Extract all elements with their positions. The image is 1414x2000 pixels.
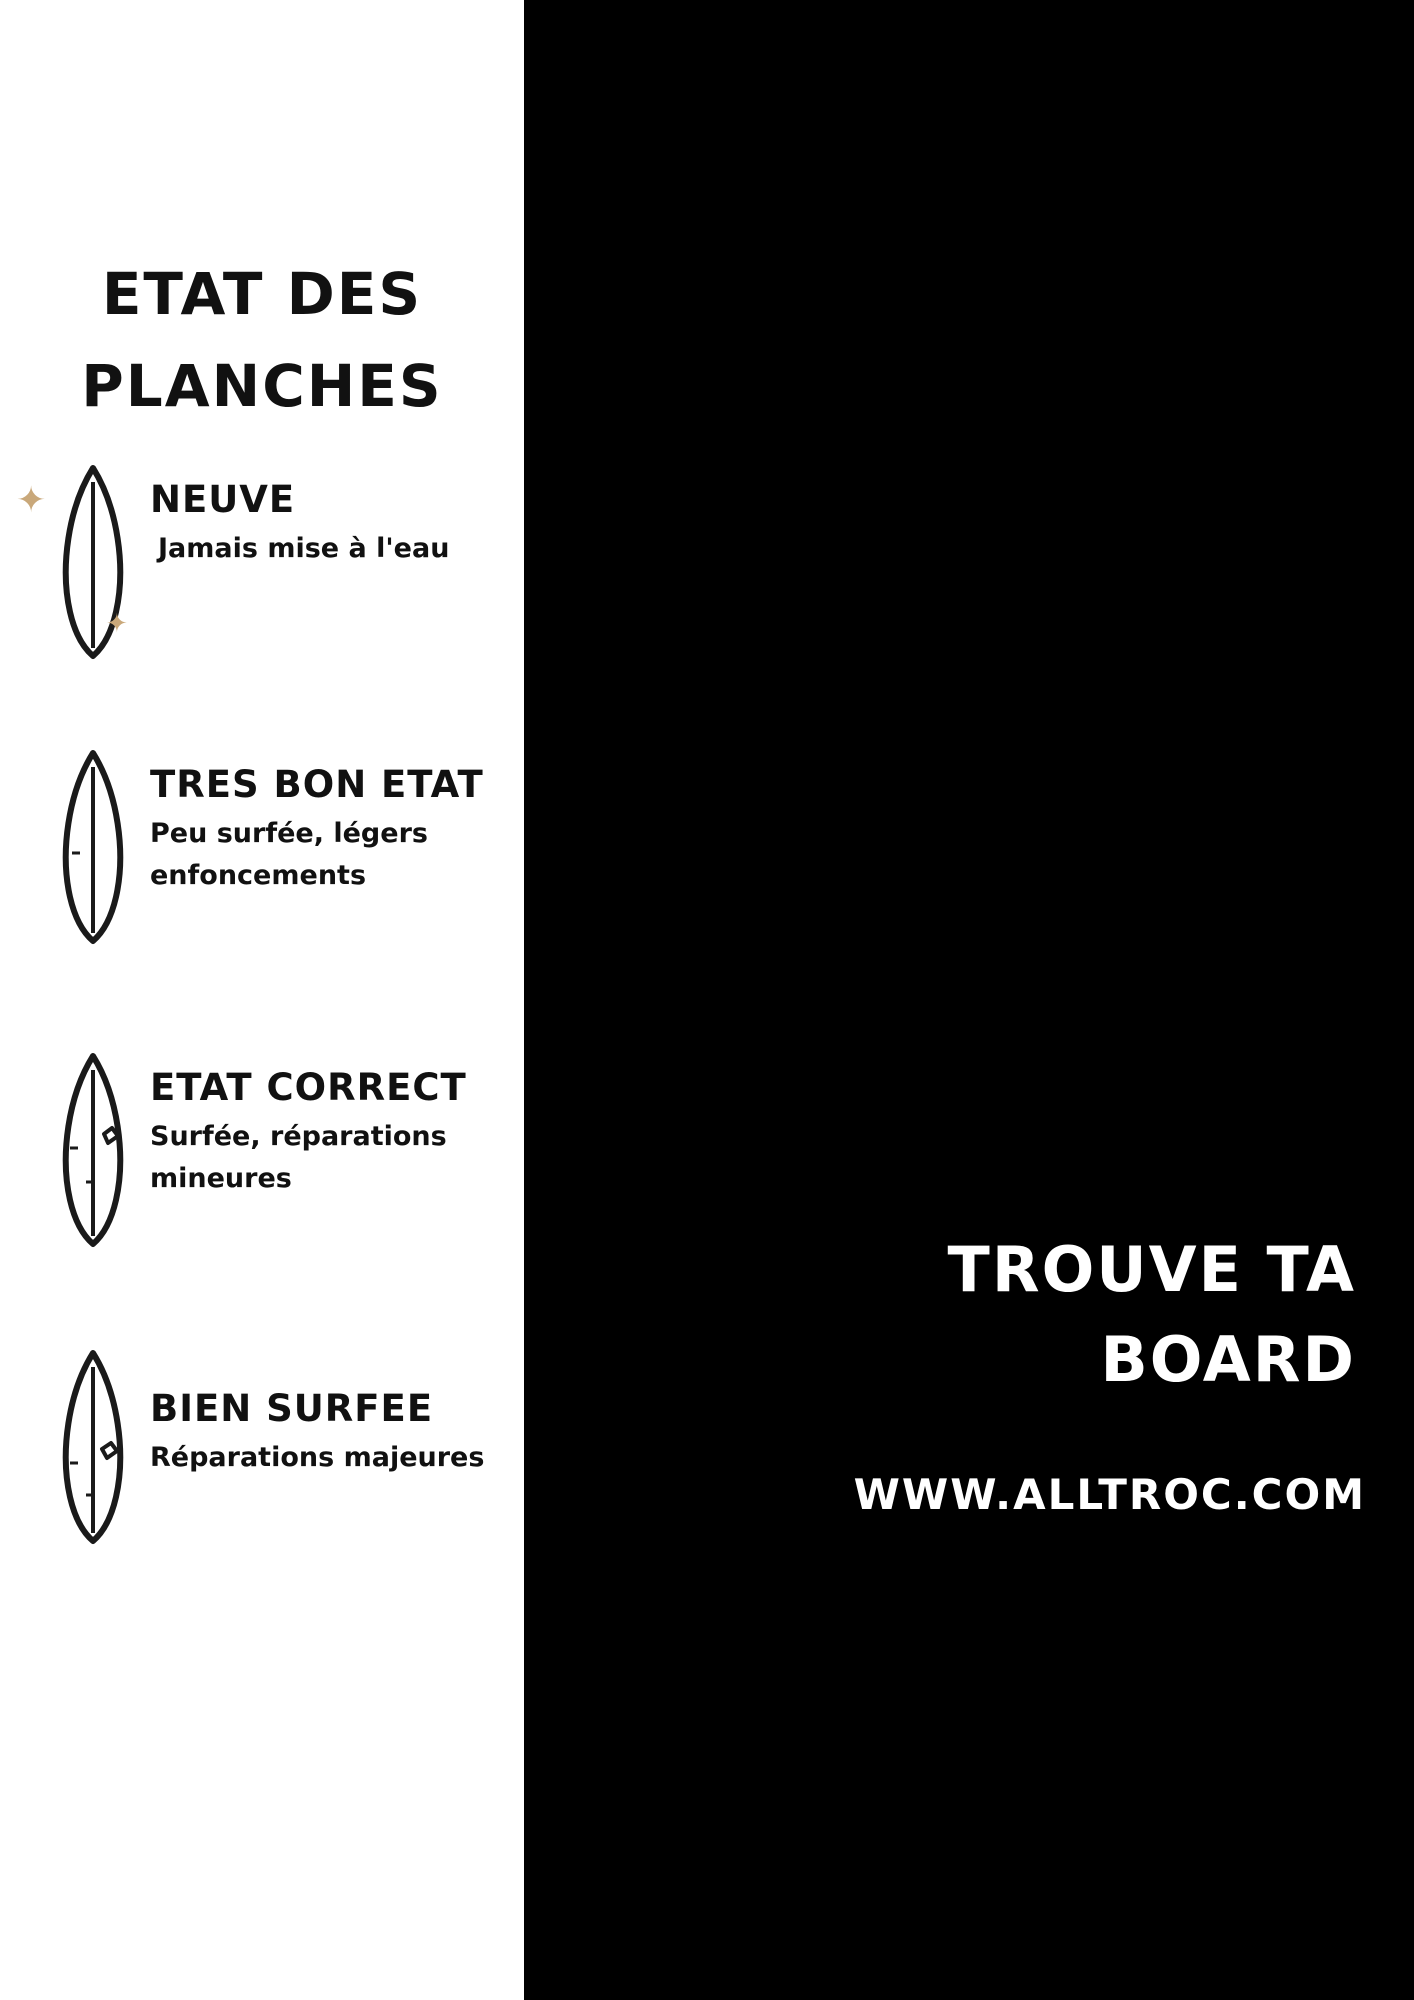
condition-title: NEUVE [150,478,296,521]
condition-text-etat-correct [150,1066,520,1200]
condition-row-tres-bon-etat [0,745,524,965]
website-url[interactable]: WWW.ALLTROC.COM [853,1470,1366,1519]
condition-row-neuve [0,460,524,680]
condition-title: TRES BON ETAT [150,763,484,806]
surfboard-pristine-icon [38,460,148,670]
page-title [0,248,524,432]
condition-description: Surfée, réparations mineures [150,1121,447,1194]
cta-heading [524,1225,1414,1405]
sparkle-icon: ✦ [16,479,47,520]
surfboard-well-surfed-icon [38,1345,148,1555]
page-title-line-2: PLANCHES [81,352,443,420]
cta-line-1: TROUVE TA [947,1233,1356,1306]
condition-title: BIEN SURFEE [150,1387,434,1430]
condition-row-etat-correct [0,1048,524,1268]
surfboard-correct-icon [38,1048,148,1258]
condition-text-neuve [150,478,520,570]
sparkle-icon: ✦ [106,608,128,638]
condition-description: Jamais mise à l'eau [158,533,450,564]
right-panel [524,0,1414,2000]
page-title-line-1: ETAT DES [101,260,423,328]
cta-line-2: BOARD [1100,1323,1356,1396]
condition-text-tres-bon-etat [150,763,520,897]
condition-text-bien-surfee [150,1387,520,1479]
surfboard-very-good-icon [38,745,148,955]
condition-row-bien-surfee [0,1345,524,1565]
condition-description: Peu surfée, légers enfoncements [150,818,428,891]
condition-description: Réparations majeures [150,1442,485,1473]
condition-title: ETAT CORRECT [150,1066,467,1109]
